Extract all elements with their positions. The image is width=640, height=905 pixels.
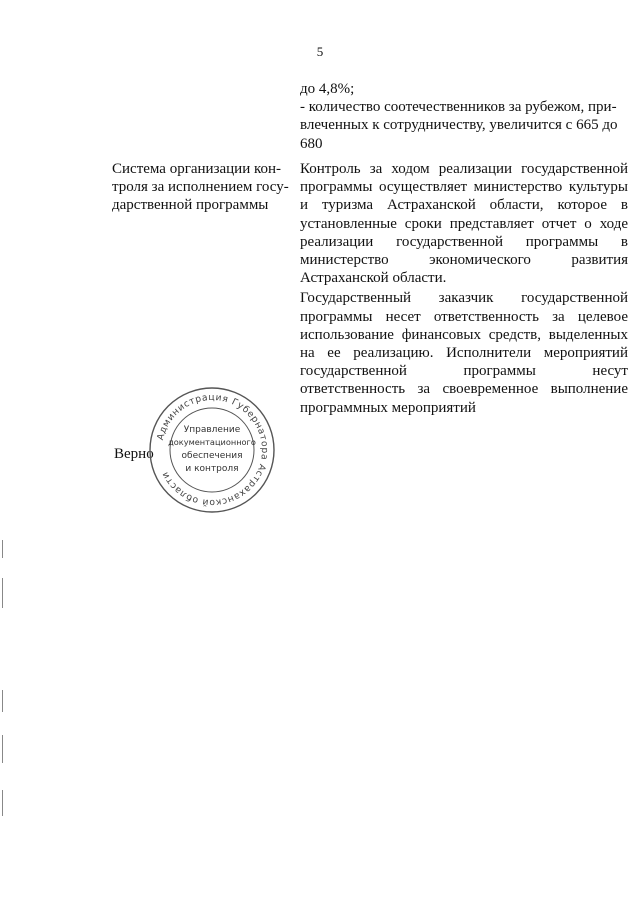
margin-mark [2,735,3,763]
stamp-center-line: обеспечения [181,451,243,461]
page-number: 5 [316,44,324,59]
stamp-outer-ring [150,388,274,512]
left-label [112,160,290,215]
stamp-center-line: и контроля [185,464,239,474]
left-label-line: троля за исполнением госу- [112,179,289,196]
official-stamp [148,386,276,514]
margin-mark [2,540,3,558]
signature-label: Верно [114,446,154,462]
top-block [300,80,628,153]
margin-mark [2,690,3,712]
control-paragraph: Контроль за ходом реализации государственной программы осуществляет министерство культуры и туризма Астраханской области, которое в установленные сроки представляет отчет о ходе реализации государственной программы в министерство экономического развития Астраханской области. [300,161,628,287]
left-label-line: дарственной программы [112,197,269,214]
top-line: - количество соотечественников за рубежом, при- [300,99,617,116]
stamp-ring-text: Администрация Губернатора Астраханской области [155,391,271,509]
stamp-center-line: Управление [183,425,241,435]
left-label-line: Система организации кон- [112,161,282,177]
right-text [300,160,628,417]
stamp-inner-ring [170,408,254,492]
margin-mark [2,578,3,608]
stamp-center-line: документационного [168,437,256,447]
margin-mark [2,790,3,816]
top-line: влеченных к сотрудничеству, увеличится с 665 до [300,117,618,134]
top-line: до 4,8%; [300,81,355,97]
top-line: 680 [300,135,323,152]
responsibility-paragraph: Государственный заказчик государственной программы несет ответственность за целевое использование финансовых средств, выделенных на ее реализацию. Исполнители мероприятий государственной программы несут ответственность за своевременное выполнение программных мероприятий [300,290,628,416]
